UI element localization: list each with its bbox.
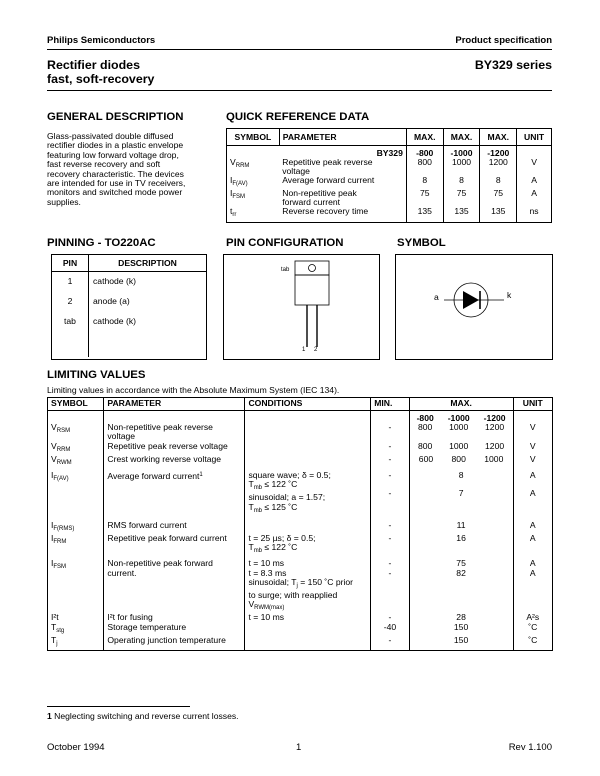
footer-page-number: 1 (296, 742, 302, 753)
qr-type-row: BY329 -800 -1000 -1200 (227, 146, 552, 159)
to220-package-drawing (224, 255, 379, 359)
qr-header-row: SYMBOL PARAMETER MAX. MAX. MAX. UNIT (227, 129, 552, 146)
pin-configuration-box (223, 254, 380, 360)
pinning-row: 1 cathode (k) (52, 271, 206, 291)
quick-reference-heading: QUICK REFERENCE DATA (226, 111, 370, 123)
pinning-heading: PINNING - TO220AC (47, 237, 156, 249)
footnote-rule (47, 706, 190, 707)
diode-symbol-icon (396, 255, 552, 359)
lim-row-vrwm: $V_{RWM}$ Crest working reverse voltage - 600 800 1000 V (48, 455, 553, 468)
lim-row-vrrm: $V_{RRM}$ Repetitive peak reverse voltage - 800 1000 1200 V (48, 442, 553, 455)
header-rule (47, 49, 552, 50)
general-description-text: Glass-passivated double diffused rectifier diodes in a plastic envelope featuring low forward voltage drop, fast reverse recovery and soft recovery characteristic. The devices are intended for use in TV receivers, monitors and switched mode power supplies. (47, 131, 186, 207)
lim-row-vrsm: $V_{RSM}$ Non-repetitive peak reverse voltage - 800 1000 1200 V (48, 423, 553, 441)
pinning-table-box (51, 254, 207, 360)
pinning-table (52, 255, 206, 357)
lim-row-ifav: $I_{F(AV)}$ Average forward current$^1$ square wave; δ = 0.5; $T_{mb} \le 122$ ˚C sinusoidal; a = 1.57; $T_{mb} \le 125$ ˚C - - 8 7 A A (48, 468, 553, 516)
document-title: Rectifier diodes fast, soft-recovery (47, 58, 155, 86)
footer-date: October 1994 (47, 742, 105, 753)
title-rule (47, 90, 552, 91)
company-name: Philips Semiconductors (47, 35, 156, 46)
limiting-values-heading: LIMITING VALUES (47, 369, 146, 381)
qr-row-trr: $t_{rr}$ Reverse recovery time 135 135 135 ns (227, 207, 552, 223)
lim-row-ifrms: $I_{F(RMS)}$ RMS forward current - 11 A (48, 516, 553, 534)
mounting-hole-icon (309, 265, 316, 272)
symbol-heading: SYMBOL (397, 237, 446, 249)
lead-2-label: 2 (314, 347, 318, 353)
spec-type: Product specification (455, 35, 552, 46)
lim-type-row: -800 -1000 -1200 (48, 411, 553, 424)
anode-label: a (434, 292, 439, 302)
series-title: BY329 series (474, 58, 552, 72)
cathode-label: k (507, 290, 512, 300)
pin-configuration-heading: PIN CONFIGURATION (226, 237, 344, 249)
pinning-row: 2 anode (a) (52, 291, 206, 311)
limiting-values-table (47, 397, 553, 651)
qr-row-ifav: $I_{F(AV)}$ Average forward current 8 8 8 A (227, 176, 552, 189)
lim-row-ifrm: $I_{FRM}$ Repetitive peak forward current t = 25 µs; δ = 0.5; $T_{mb} \le 122$ ˚C - 16 A (48, 534, 553, 556)
qr-row-vrrm: $V_{RRM}$ Repetitive peak reverse voltage 800 1000 1200 V (227, 158, 552, 176)
lead-1-label: 1 (302, 347, 306, 353)
package-tab (295, 261, 329, 275)
lim-row-tj: $T_j$ Operating junction temperature - 150 ˚C (48, 636, 553, 651)
lim-row-tstg: $T_{stg}$ Storage temperature -40 150 ˚C (48, 623, 553, 636)
lim-row-ifsm: $I_{FSM}$ Non-repetitive peak forward current. t = 10 ms t = 8.3 ms sinusoidal; $T_j = 150$ ˚C prior to surge; with reapplied $V_{RWM(max)}$ - - 75 82 A A (48, 556, 553, 613)
general-description-heading: GENERAL DESCRIPTION (47, 111, 184, 123)
pinning-row: tab cathode (k) (52, 311, 206, 331)
pinning-header-row: PIN DESCRIPTION (52, 255, 206, 271)
quick-reference-table (226, 128, 552, 223)
package-body (295, 275, 329, 305)
symbol-box (395, 254, 553, 360)
limiting-values-intro: Limiting values in accordance with the Absolute Maximum System (IEC 134). (47, 385, 340, 395)
lim-row-i2t: I²t I²t for fusing t = 10 ms - 28 A²s (48, 613, 553, 622)
footer-revision: Rev 1.100 (508, 742, 552, 753)
tab-label: tab (281, 267, 290, 273)
qr-row-ifsm: $I_{FSM}$ Non-repetitive peak forward current 75 75 75 A (227, 189, 552, 207)
footnote: 1 Neglecting switching and reverse current losses. (47, 711, 239, 721)
diode-triangle (463, 291, 479, 309)
lim-header-row: SYMBOL PARAMETER CONDITIONS MIN. MAX. UNIT (48, 398, 553, 411)
